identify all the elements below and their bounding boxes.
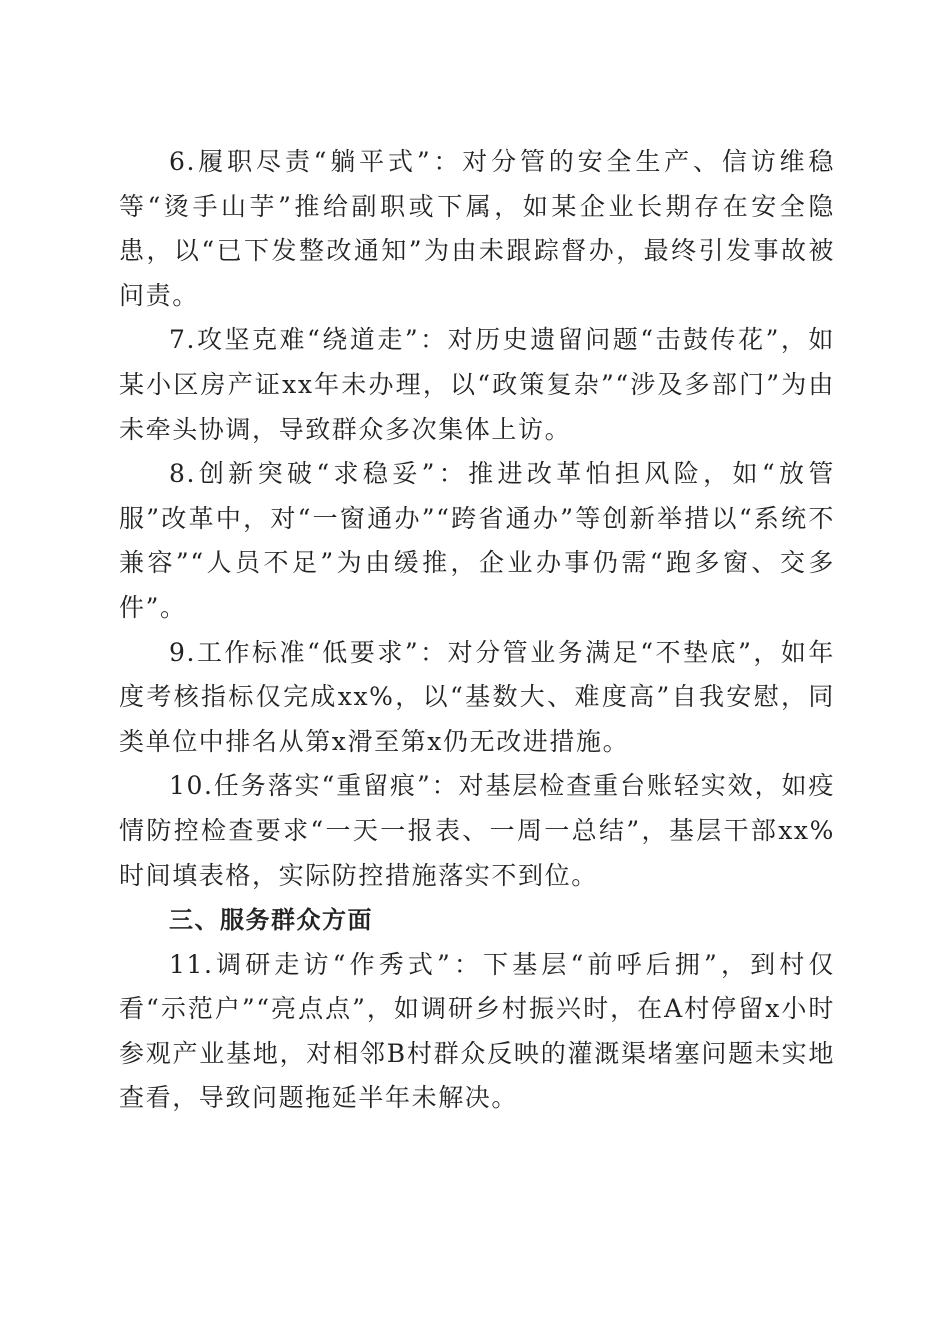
- section-heading: 三、服务群众方面: [169, 906, 373, 935]
- paragraph-item-9: 9.工作标准“低要求”：对分管业务满足“不垫底”，如年度考核指标仅完成xx%，以“基数大、难度高”自我安慰，同类单位中排名从第x滑至第x仍无改进措施。: [119, 637, 835, 756]
- paragraph-item-6: 6.履职尽责“躺平式”：对分管的安全生产、信访维稳等“烫手山芋”推给副职或下属，如某企业长期存在安全隐患，以“已下发整改通知”为由未跟踪督办，最终引发事故被问责。: [119, 147, 835, 310]
- paragraph-item-10: 10.任务落实“重留痕”：对基层检查重台账轻实效，如疫情防控检查要求“一天一报表、一周一总结”，基层干部xx%时间填表格，实际防控措施落实不到位。: [119, 771, 835, 890]
- paragraph-item-7: 7.攻坚克难“绕道走”：对历史遗留问题“击鼓传花”，如某小区房产证xx年未办理，以“政策复杂”“涉及多部门”为由未牵头协调，导致群众多次集体上访。: [119, 325, 835, 444]
- paragraph-item-8: 8.创新突破“求稳妥”：推进改革怕担风险，如“放管服”改革中，对“一窗通办”“跨省通办”等创新举措以“系统不兼容”“人员不足”为由缓推，企业办事仍需“跑多窗、交多件”。: [119, 459, 835, 622]
- document-body: [119, 140, 835, 1121]
- paragraph-item-11: 11.调研走访“作秀式”：下基层“前呼后拥”，到村仅看“示范户”“亮点点”，如调研乡村振兴时，在A村停留x小时参观产业基地，对相邻B村群众反映的灌溉渠堵塞问题未实地查看，导致问题拖延半年未解决。: [119, 949, 835, 1113]
